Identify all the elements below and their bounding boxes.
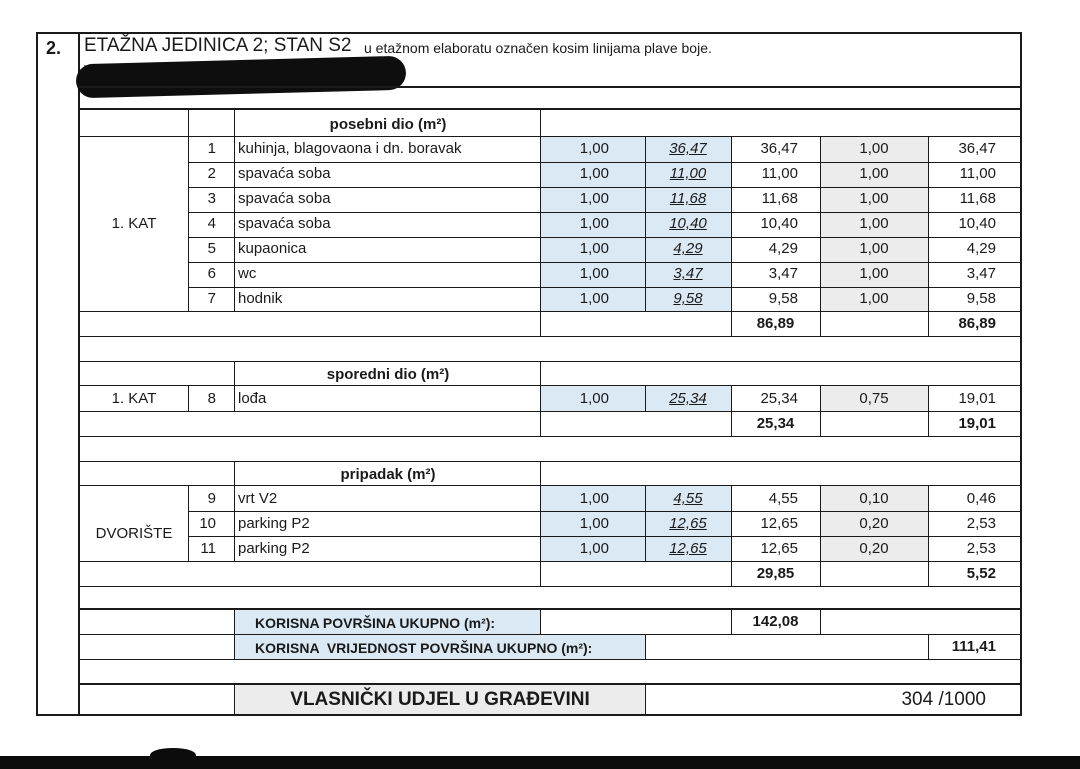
section-label-posebni: posebni dio (m²) (329, 116, 447, 133)
subtotal-calc-sporedni: 25,34 (756, 415, 795, 432)
floor-label-pripadak: DVORIŠTE (95, 525, 173, 542)
room-name: spavaća soba (238, 165, 331, 182)
total-useful-area-value: 142,08 (752, 613, 799, 630)
result-area: 36,47 (958, 140, 996, 157)
factor: 0,10 (859, 490, 889, 507)
row-number: 8 (207, 390, 216, 407)
measured-area: 12,65 (669, 540, 707, 557)
measured-area: 11,00 (669, 165, 707, 182)
room-name: hodnik (238, 290, 283, 307)
room-name: lođa (238, 390, 267, 407)
unit-subtitle: u etažnom elaboratu označen kosim linijama plave boje. (364, 40, 712, 56)
factor: 1,00 (859, 290, 889, 307)
result-area: 4,29 (966, 240, 996, 257)
row-number: 4 (207, 215, 216, 232)
room-name: kupaonica (238, 240, 307, 257)
ownership-share-label: VLASNIČKI UDJEL U GRAĐEVINI (290, 689, 590, 710)
measured-area: 25,34 (669, 390, 707, 407)
item-number: 2. (46, 38, 62, 58)
room-name: kuhinja, blagovaona i dn. boravak (238, 140, 462, 157)
factor: 1,00 (859, 240, 889, 257)
result-area: 2,53 (966, 540, 996, 557)
total-value-area-label: KORISNA VRIJEDNOST POVRŠINA UKUPNO (m²): (255, 640, 593, 656)
room-name: spavaća soba (238, 190, 331, 207)
measured-area: 3,47 (673, 265, 703, 282)
coefficient: 1,00 (579, 515, 609, 532)
subtotal-result-posebni: 86,89 (958, 315, 996, 332)
row-number: 2 (207, 165, 216, 182)
result-area: 11,68 (959, 190, 996, 207)
factor: 1,00 (859, 215, 889, 232)
photo-edge-blob (150, 748, 196, 762)
coefficient: 1,00 (579, 240, 609, 257)
coefficient: 1,00 (579, 540, 609, 557)
calc-area: 12,65 (760, 540, 798, 557)
room-name: parking P2 (238, 515, 310, 532)
coefficient: 1,00 (579, 390, 609, 407)
calc-area: 9,58 (768, 290, 798, 307)
factor: 1,00 (859, 190, 889, 207)
result-area: 2,53 (966, 515, 996, 532)
measured-area: 4,55 (673, 490, 703, 507)
coefficient: 1,00 (579, 490, 609, 507)
result-area: 3,47 (966, 265, 996, 282)
factor: 0,75 (859, 390, 889, 407)
room-name: spavaća soba (238, 215, 331, 232)
subtotal-calc-pripadak: 29,85 (756, 565, 795, 582)
calc-area: 11,68 (761, 190, 798, 207)
measured-area: 9,58 (673, 290, 703, 307)
room-name: parking P2 (238, 540, 310, 557)
calc-area: 25,34 (760, 390, 798, 407)
factor: 1,00 (859, 265, 889, 282)
calc-area: 4,29 (768, 240, 798, 257)
coefficient: 1,00 (579, 165, 609, 182)
result-area: 9,58 (966, 290, 996, 307)
result-area: 19,01 (958, 390, 996, 407)
measured-area: 4,29 (673, 240, 703, 257)
floor-label-posebni: 1. KAT (111, 215, 157, 232)
coefficient: 1,00 (579, 290, 609, 307)
coefficient: 1,00 (579, 215, 609, 232)
factor: 1,00 (859, 140, 889, 157)
ownership-share-value: 304 /1000 (901, 689, 986, 710)
row-number: 6 (207, 265, 216, 282)
calc-area: 12,65 (760, 515, 798, 532)
measured-area: 11,68 (669, 190, 707, 207)
row-number: 1 (207, 140, 216, 157)
section-label-sporedni: sporedni dio (m²) (326, 366, 450, 383)
unit-title: ETAŽNA JEDINICA 2; STAN S2 (84, 35, 352, 56)
result-area: 10,40 (958, 215, 996, 232)
room-name: wc (238, 265, 257, 282)
row-number: 9 (207, 490, 216, 507)
coefficient: 1,00 (579, 140, 609, 157)
result-area: 0,46 (966, 490, 996, 507)
measured-area: 12,65 (669, 515, 707, 532)
calc-area: 10,40 (760, 215, 798, 232)
row-number: 3 (207, 190, 216, 207)
calc-area: 3,47 (768, 265, 798, 282)
row-number: 11 (200, 540, 216, 557)
calc-area: 4,55 (768, 490, 798, 507)
calc-area: 11,00 (761, 165, 798, 182)
calc-area: 36,47 (760, 140, 798, 157)
factor: 0,20 (859, 540, 889, 557)
row-number: 10 (199, 515, 216, 532)
measured-area: 10,40 (669, 215, 707, 232)
subtotal-calc-posebni: 86,89 (756, 315, 795, 332)
result-area: 11,00 (959, 165, 996, 182)
floor-label-sporedni: 1. KAT (111, 390, 157, 407)
subtotal-result-pripadak: 5,52 (966, 565, 996, 582)
factor: 0,20 (859, 515, 889, 532)
coefficient: 1,00 (579, 265, 609, 282)
total-useful-area-label: KORISNA POVRŠINA UKUPNO (m²): (255, 615, 496, 631)
room-name: vrt V2 (238, 490, 278, 507)
factor: 1,00 (859, 165, 889, 182)
section-label-pripadak: pripadak (m²) (340, 466, 436, 483)
measured-area: 36,47 (669, 140, 707, 157)
row-number: 7 (207, 290, 216, 307)
subtotal-result-sporedni: 19,01 (958, 415, 996, 432)
row-number: 5 (207, 240, 216, 257)
coefficient: 1,00 (579, 190, 609, 207)
total-value-area-value: 111,41 (951, 638, 996, 655)
